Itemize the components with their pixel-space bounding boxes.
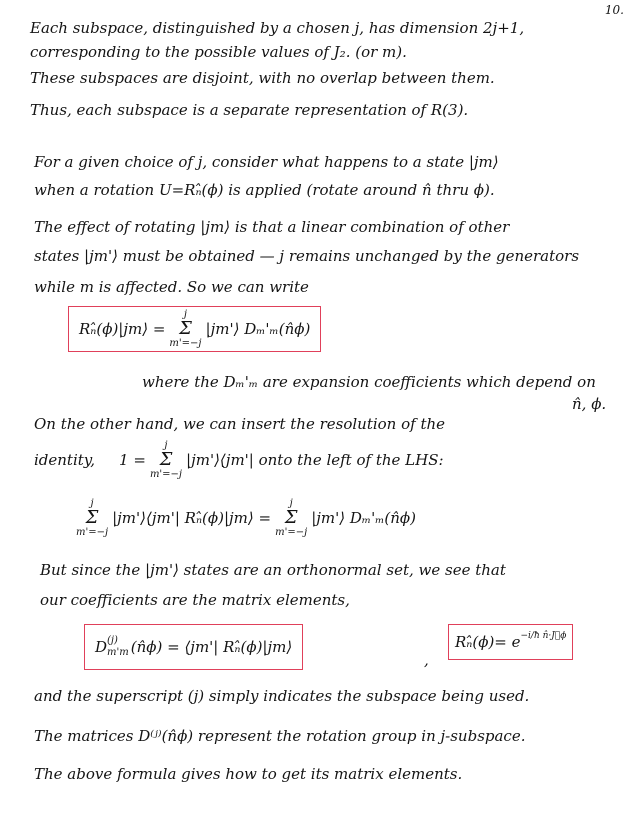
text-line: and the superscript (j) simply indicates the subspace being used. [34, 687, 530, 705]
text-line: while m is affected. So we can write [34, 278, 309, 296]
text-line: states |jm'⟩ must be obtained — j remains unchanged by the generators [34, 247, 580, 265]
text-line: where the Dₘ'ₘ are expansion coefficients which depend on [142, 373, 596, 391]
sigma-symbol: Σ [159, 449, 173, 470]
equation-expansion [72, 494, 416, 542]
sum-upper-limit: j [164, 440, 168, 451]
summation [169, 309, 201, 349]
sum-lower-limit: m'=−j [275, 527, 308, 538]
text-line: Thus, each subspace is a separate representation of R(3). [30, 101, 469, 119]
boxed-equation-rotation-operator [448, 624, 573, 660]
rotation-lhs: Rₙ̂(ϕ)= e [455, 633, 521, 651]
sigma-symbol: Σ [179, 318, 192, 339]
eq-lhs: Rₙ̂(ϕ)|jm⟩ = [79, 320, 166, 338]
sum-upper-limit: j [90, 498, 94, 509]
identity-rest: |jm'⟩⟨jm'| onto the left of the LHS: [186, 451, 444, 469]
text-line: On the other hand, we can insert the resolution of the [34, 415, 446, 433]
summation [275, 498, 307, 538]
text-line: n̂, ϕ. [572, 395, 607, 413]
text-line: For a given choice of j, consider what happens to a state |jm⟩ [34, 153, 499, 171]
identity-line [34, 438, 444, 482]
superscript-j: (j) [107, 635, 118, 646]
sum-lower-limit: m'=−j [149, 469, 183, 480]
text-line: The above formula gives how to get its matrix elements. [34, 765, 463, 783]
sum-lower-limit: m'=−j [169, 338, 202, 349]
summation [150, 440, 182, 480]
sigma-symbol: Σ [85, 507, 99, 528]
sigma-symbol: Σ [284, 507, 298, 528]
exponent: −i/ħ n̂·J⃗ϕ [520, 631, 567, 641]
eq-lhs: |jm'⟩⟨jm'| Rₙ̂(ϕ)|jm⟩ = [112, 509, 272, 527]
text-line: corresponding to the possible values of J₂. (or m). [30, 43, 407, 61]
boxed-equation-matrix-element [84, 624, 303, 670]
identity-one: 1 = [119, 451, 146, 469]
text-line: But since the |jm'⟩ states are an orthonormal set, we see that [40, 561, 506, 579]
page-number: 10. [604, 3, 624, 17]
summation [76, 498, 108, 538]
text-line: The effect of rotating |jm⟩ is that a linear combination of other [34, 218, 510, 236]
eq-rhs: |jm'⟩ Dₘ'ₘ(n̂ϕ) [311, 509, 416, 527]
d-symbol: D [95, 638, 108, 656]
text-line: when a rotation U=Rₙ̂(ϕ) is applied (rotate around n̂ thru ϕ). [34, 181, 495, 199]
text-line: our coefficients are the matrix elements, [40, 591, 350, 609]
eq-rhs: |jm'⟩ Dₘ'ₘ(n̂ϕ) [205, 320, 311, 338]
sum-upper-limit: j [289, 498, 293, 509]
comma: , [424, 651, 429, 669]
text-line: These subspaces are disjoint, with no overlap between them. [30, 69, 495, 87]
text-line: The matrices D⁽ʲ⁾(n̂ϕ) represent the rotation group in j-subspace. [34, 727, 526, 745]
eq-rest: (n̂ϕ) = ⟨jm'| Rₙ̂(ϕ)|jm⟩ [130, 638, 293, 656]
sum-lower-limit: m'=−j [76, 527, 109, 538]
identity-word: identity, [34, 451, 96, 469]
text-line: Each subspace, distinguished by a chosen j, has dimension 2j+1, [30, 19, 525, 37]
sum-upper-limit: j [183, 309, 188, 320]
boxed-equation-rotation [68, 306, 321, 352]
subscript-mm: m'm [107, 647, 129, 658]
